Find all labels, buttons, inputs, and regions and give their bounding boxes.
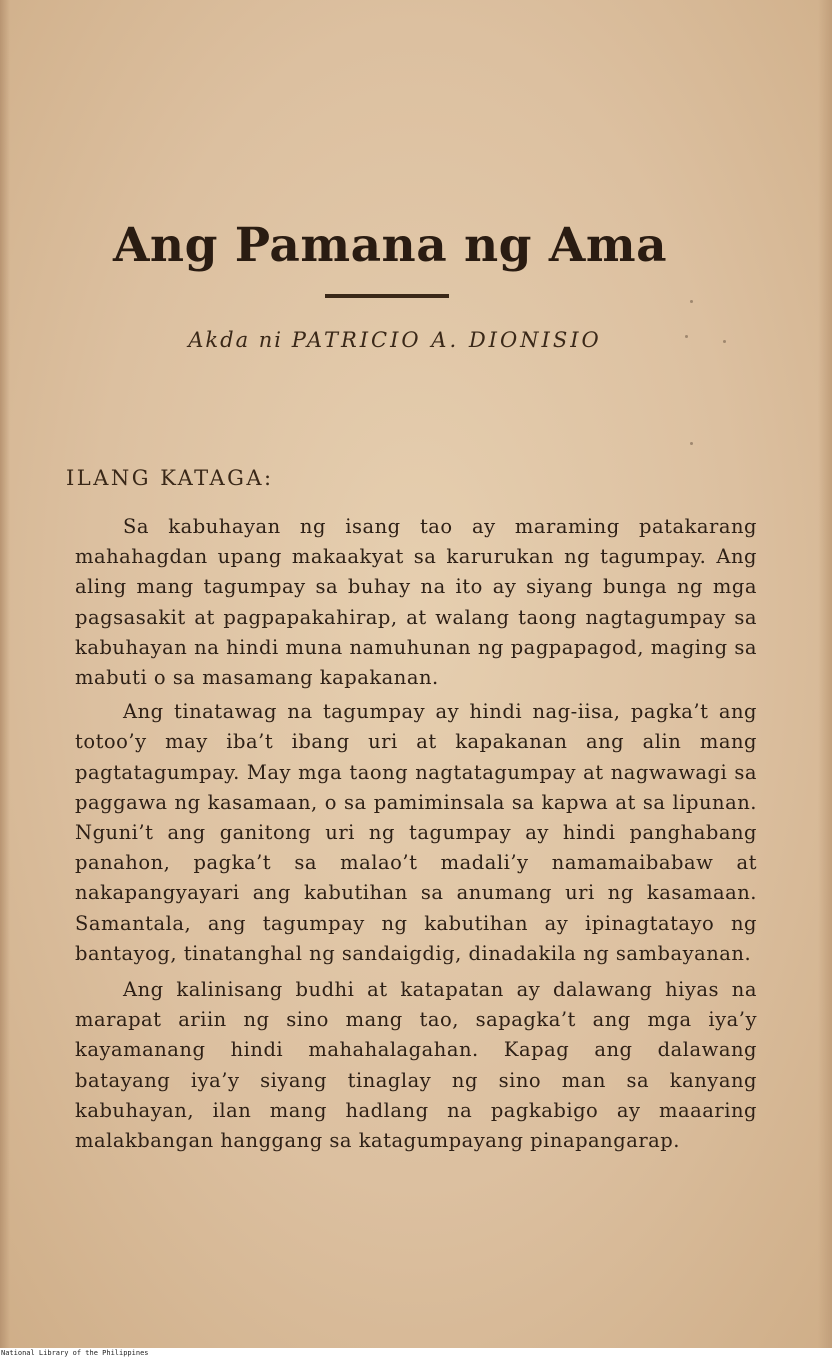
page-title: Ang Pamana ng Ama (112, 218, 668, 273)
paragraph: Ang tinatawag na tagumpay ay hindi nag-iisa, pagka’t ang totoo’y may iba’t ibang uri at kapakanan ang alin mang pagtatagumpay. May mga taong nagtatagumpay at nagwawagi sa paggawa ng kasamaan, o sa pamiminsala sa kapwa at sa lipunan. Nguni’t ang ganitong uri ng tagumpay ay hindi panghabang panahon, pagka’t sa malao’t madali’y namamaibabaw at nakapangyayari ang kabutihan sa anumang uri ng kasamaan. Samantala, ang tagumpay ng kabutihan ay ipinagtatayo ng bantayog, tinatanghal ng sandaigdig, dinadakila ng sambayanan. (75, 700, 757, 965)
byline-prefix: Akda ni (188, 328, 284, 352)
section-heading: ILANG KATAGA: (66, 466, 274, 490)
author-byline (0, 328, 790, 352)
paragraph: Ang kalinisang budhi at katapatan ay dalawang hiyas na marapat ariin ng sino mang tao, sapagka’t ang mga iya’y kayamanang hindi mahahalagahan. Kapag ang dalawang batayang iya’y siyang tinaglay ng sino man sa kanyang kabuhayan, ilan mang hadlang na pagkabigo ay maaaring malakbangan hanggang sa katagumpayang pinapangarap. (75, 978, 757, 1153)
paragraph: Sa kabuhayan ng isang tao ay maraming patakarang mahahagdan upang makaakyat sa karurukan ng tagumpay. Ang aling mang tagumpay sa buhay na ito ay siyang bunga ng mga pagsasakit at pagpapakahirap, at walang taong nagtagumpay sa kabuhayan na hindi muna namuhunan ng pagpapagod, maging sa mabuti o sa masamang kapakanan. (75, 515, 757, 690)
paper-speck (685, 335, 688, 338)
footer-bar (0, 1348, 832, 1358)
body-text (75, 512, 757, 1160)
library-credit: National Library of the Philippines (1, 1349, 149, 1357)
paper-speck (690, 442, 693, 445)
paper-speck (723, 340, 726, 343)
title-divider (325, 294, 449, 298)
byline-author: PATRICIO A. DIONISIO (291, 328, 602, 352)
paper-speck (690, 300, 693, 303)
